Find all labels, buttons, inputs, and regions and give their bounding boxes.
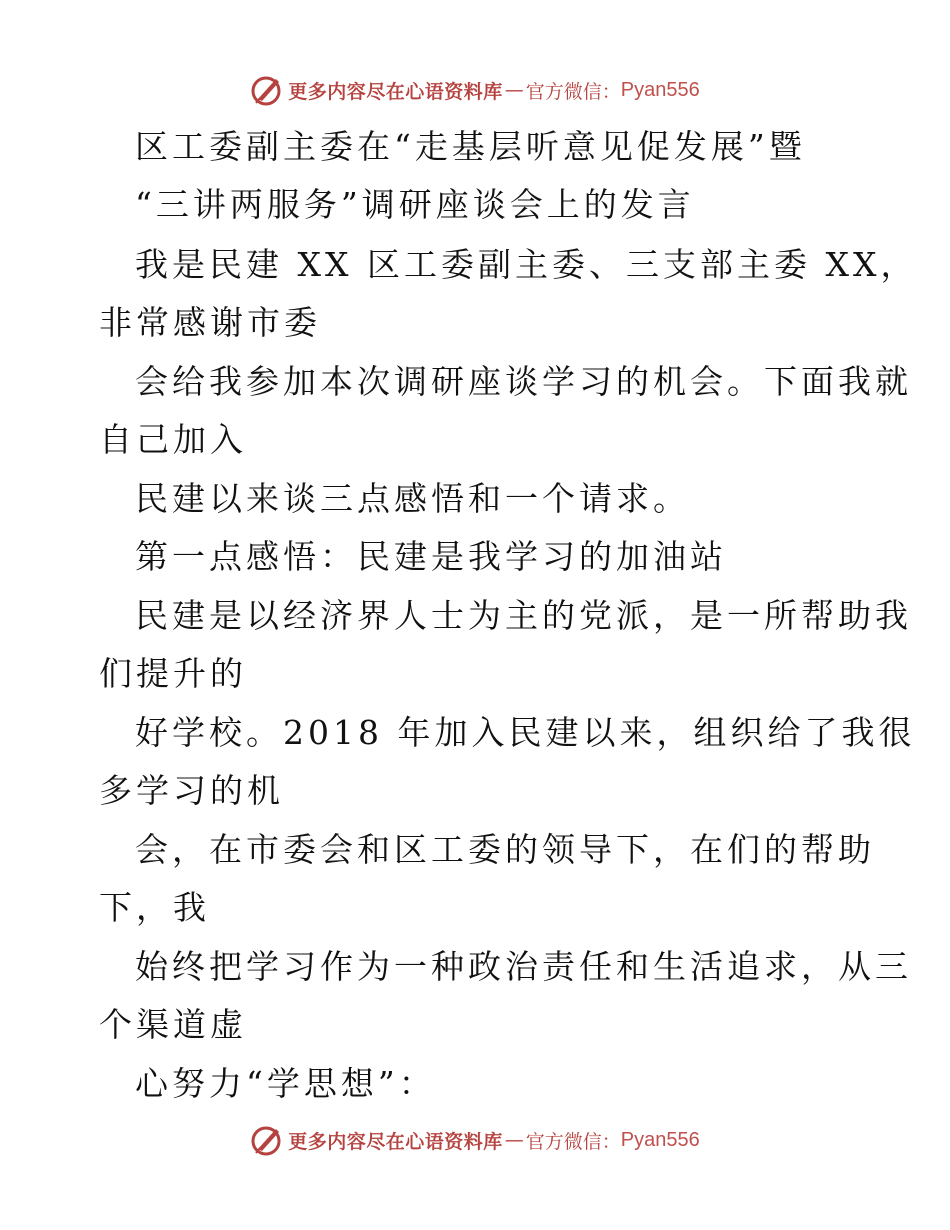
document-title-line-2: “三讲两服务”调研座谈会上的发言 xyxy=(135,185,695,224)
paragraph-line: 个渠道虚 xyxy=(99,1005,247,1044)
watermark-dash: — xyxy=(504,79,524,101)
paragraph-line: 民建以来谈三点感悟和一个请求。 xyxy=(135,479,690,518)
paragraph-line: 会，在市委会和区工委的领导下，在们的帮助 xyxy=(135,830,875,869)
watermark-text: 更多内容尽在心语资料库 xyxy=(288,80,503,103)
watermark-text: 更多内容尽在心语资料库 xyxy=(288,1130,503,1153)
paragraph-line: 下，我 xyxy=(99,888,210,927)
paragraph-line: 们提升的 xyxy=(99,654,247,693)
feather-pen-logo-icon xyxy=(250,73,284,107)
paragraph-line: 自己加入 xyxy=(99,420,247,459)
watermark-wechat-id: Pyan556 xyxy=(620,78,700,101)
header-watermark xyxy=(0,70,950,110)
paragraph-line: 好学校。2018 年加入民建以来，组织给了我很 xyxy=(135,713,916,752)
footer-watermark xyxy=(0,1120,950,1160)
paragraph-line: 非常感谢市委 xyxy=(99,303,321,342)
paragraph-line: 始终把学习作为一种政治责任和生活追求，从三 xyxy=(135,947,912,986)
section-heading: 第一点感悟：民建是我学习的加油站 xyxy=(135,537,727,576)
paragraph-line: 民建是以经济界人士为主的党派，是一所帮助我 xyxy=(135,596,912,635)
paragraph-line: 心努力“学思想”： xyxy=(135,1064,436,1103)
document-title-line-1: 区工委副主委在“走基层听意见促发展”暨 xyxy=(135,127,806,166)
paragraph-line: 会给我参加本次调研座谈学习的机会。下面我就 xyxy=(135,362,912,401)
feather-pen-logo-icon xyxy=(250,1123,284,1157)
watermark-wechat-id: Pyan556 xyxy=(620,1128,700,1151)
paragraph-line: 多学习的机 xyxy=(99,771,284,810)
paragraph-line: 我是民建 XX 区工委副主委、三支部主委 XX， xyxy=(135,245,918,284)
watermark-wechat-label: 官方微信： xyxy=(525,1130,621,1153)
watermark-wechat-label: 官方微信： xyxy=(525,80,621,103)
watermark-dash: — xyxy=(504,1129,524,1151)
